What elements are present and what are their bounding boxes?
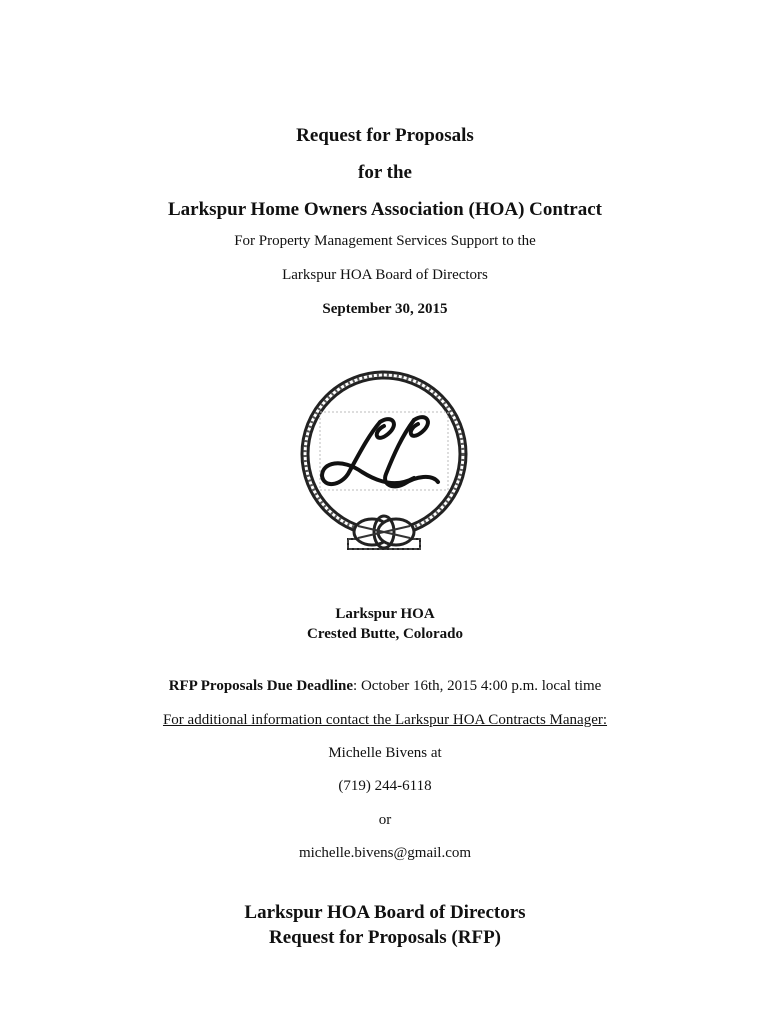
subtitle-line-1: For Property Management Services Support to the [234,233,536,249]
title-line-2: for the [358,162,412,183]
contact-name: Michelle Bivens at [328,745,442,761]
contact-email: michelle.bivens@gmail.com [298,845,472,861]
footer-line-1: Larkspur HOA Board of Directors [244,902,526,923]
contact-phone: (719) 244-6118 [338,778,432,794]
contact-or: or [378,812,392,828]
footer-line-2: Request for Proposals (RFP) [268,927,502,948]
rope-knot-monogram-icon [296,364,476,556]
title-line-1: Request for Proposals [296,125,474,146]
contact-intro: For additional information contact the Larkspur HOA Contracts Manager: [162,712,608,728]
deadline-line [0,679,770,694]
deadline-value: October 16th, 2015 4:00 p.m. local time [357,678,602,694]
subtitle-line-2: Larkspur HOA Board of Directors [282,267,488,283]
organization-name: Larkspur HOA [335,606,435,622]
organization-location: Crested Butte, Colorado [307,626,463,642]
document-date: September 30, 2015 [322,301,448,317]
deadline-separator: : [353,678,358,694]
title-line-3: Larkspur Home Owners Association (HOA) Contract [168,199,602,220]
deadline-label: RFP Proposals Due Deadline [168,678,354,694]
